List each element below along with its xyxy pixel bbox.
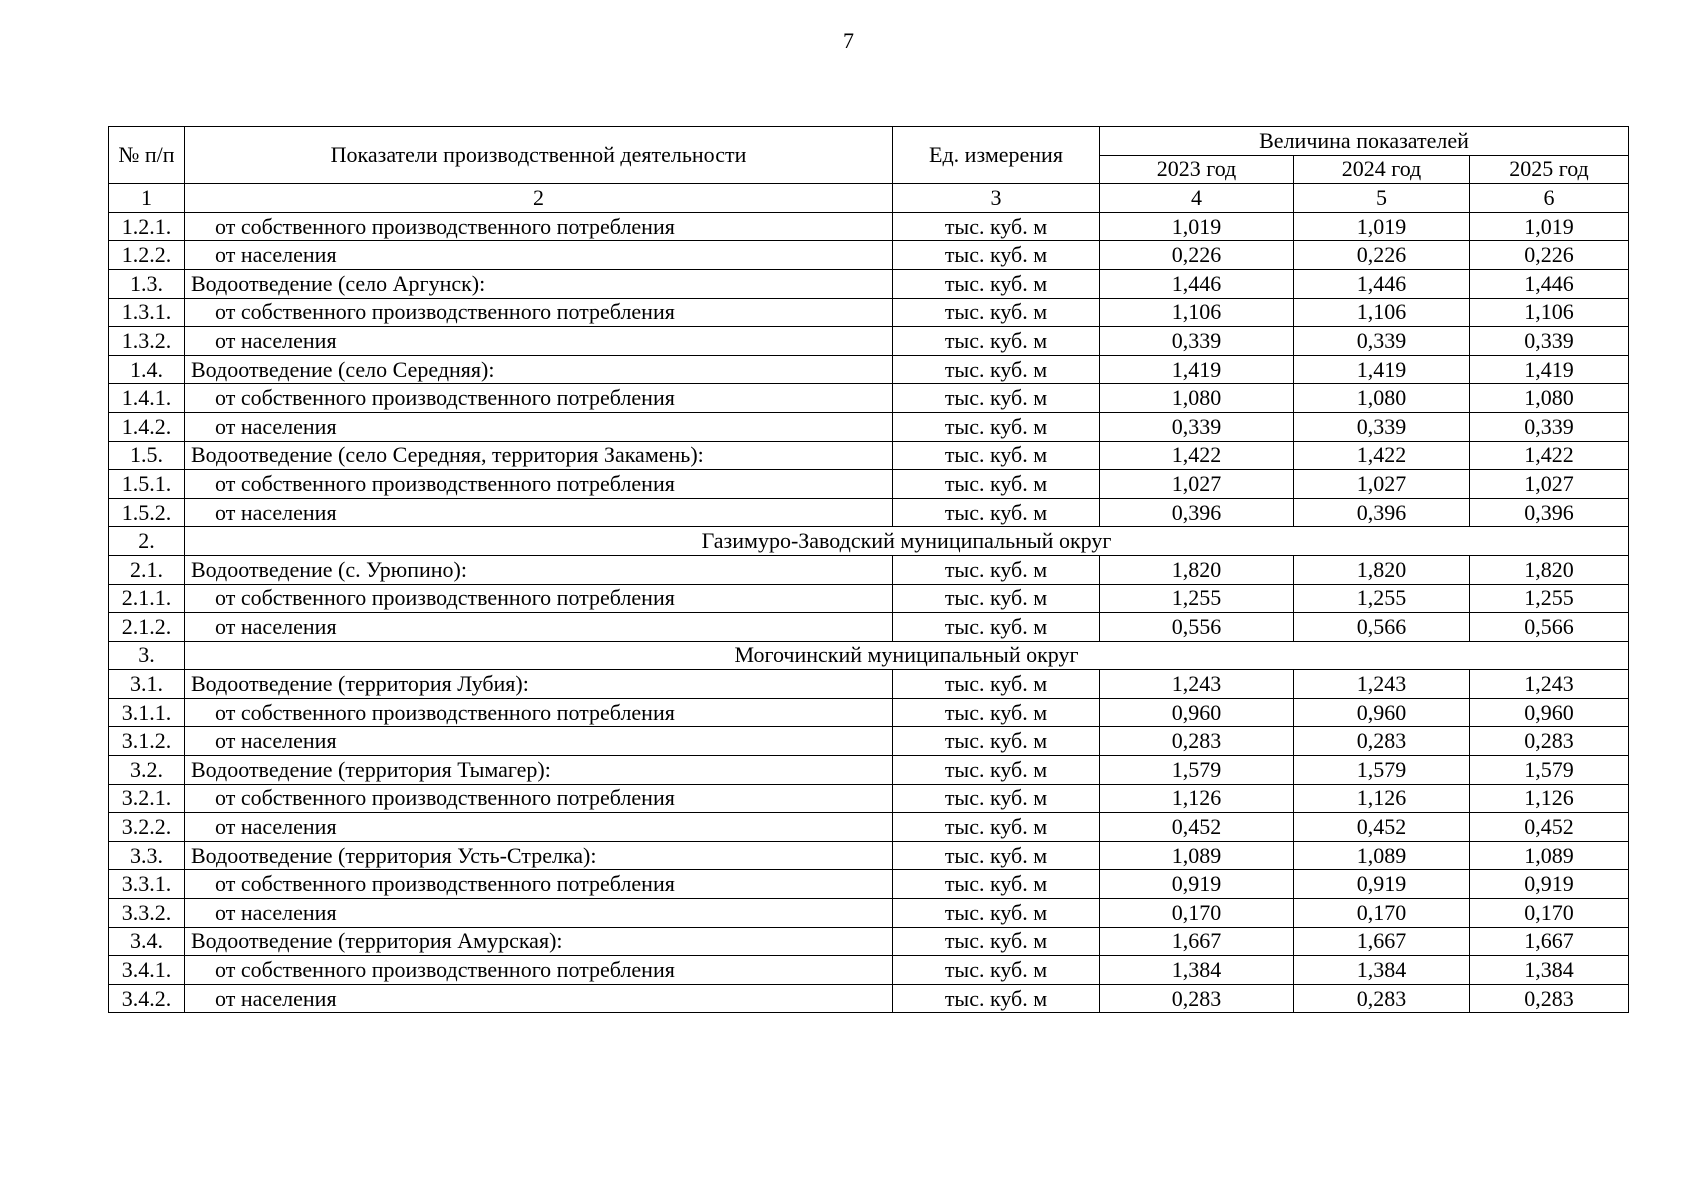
value-2024: 0,339 bbox=[1294, 412, 1470, 441]
value-2025: 1,667 bbox=[1470, 927, 1629, 956]
column-number: 1 bbox=[109, 184, 185, 213]
table-row bbox=[109, 613, 1629, 642]
value-2025: 1,820 bbox=[1470, 555, 1629, 584]
unit-cell: тыс. куб. м bbox=[893, 698, 1100, 727]
value-2023: 1,820 bbox=[1100, 555, 1294, 584]
header-unit: Ед. измерения bbox=[893, 127, 1100, 184]
value-2023: 1,019 bbox=[1100, 212, 1294, 241]
value-2025: 0,283 bbox=[1470, 727, 1629, 756]
indicator-name: Водоотведение (село Середняя): bbox=[185, 355, 893, 384]
value-2024: 0,283 bbox=[1294, 984, 1470, 1013]
indicator-name: от собственного производственного потребления bbox=[185, 384, 893, 413]
value-2023: 1,446 bbox=[1100, 269, 1294, 298]
indicator-name: от собственного производственного потребления bbox=[185, 956, 893, 985]
value-2024: 1,422 bbox=[1294, 441, 1470, 470]
header-year-2024: 2024 год bbox=[1294, 155, 1470, 184]
row-number: 1.3.2. bbox=[109, 327, 185, 356]
indicator-name: Водоотведение (с. Урюпино): bbox=[185, 555, 893, 584]
value-2023: 1,422 bbox=[1100, 441, 1294, 470]
row-number: 2.1.2. bbox=[109, 613, 185, 642]
row-number: 1.4.2. bbox=[109, 412, 185, 441]
indicator-name: от собственного производственного потребления bbox=[185, 698, 893, 727]
header-indicator: Показатели производственной деятельности bbox=[185, 127, 893, 184]
row-number: 1.2.1. bbox=[109, 212, 185, 241]
value-2023: 1,419 bbox=[1100, 355, 1294, 384]
value-2023: 1,027 bbox=[1100, 470, 1294, 499]
table-row bbox=[109, 670, 1629, 699]
row-number: 3.4.1. bbox=[109, 956, 185, 985]
value-2023: 1,255 bbox=[1100, 584, 1294, 613]
section-title: Газимуро-Заводский муниципальный округ bbox=[185, 527, 1629, 556]
row-number: 2.1. bbox=[109, 555, 185, 584]
row-number: 3.2. bbox=[109, 756, 185, 785]
table-row bbox=[109, 355, 1629, 384]
value-2025: 1,419 bbox=[1470, 355, 1629, 384]
indicator-name: от населения bbox=[185, 412, 893, 441]
table-row bbox=[109, 927, 1629, 956]
unit-cell: тыс. куб. м bbox=[893, 670, 1100, 699]
value-2024: 1,820 bbox=[1294, 555, 1470, 584]
header-num: № п/п bbox=[109, 127, 185, 184]
column-number-row bbox=[109, 184, 1629, 213]
table-row bbox=[109, 841, 1629, 870]
value-2024: 0,170 bbox=[1294, 899, 1470, 928]
table-row bbox=[109, 498, 1629, 527]
indicator-name: Водоотведение (территория Лубия): bbox=[185, 670, 893, 699]
table-row bbox=[109, 241, 1629, 270]
page-number: 7 bbox=[843, 28, 854, 53]
value-2025: 0,339 bbox=[1470, 412, 1629, 441]
indicator-name: от населения bbox=[185, 498, 893, 527]
table-row bbox=[109, 212, 1629, 241]
row-number: 3.3.1. bbox=[109, 870, 185, 899]
value-2024: 0,566 bbox=[1294, 613, 1470, 642]
table-row bbox=[109, 813, 1629, 842]
table-row bbox=[109, 384, 1629, 413]
indicator-name: от собственного производственного потребления bbox=[185, 584, 893, 613]
value-2023: 0,170 bbox=[1100, 899, 1294, 928]
table-row bbox=[109, 870, 1629, 899]
row-number: 1.2.2. bbox=[109, 241, 185, 270]
unit-cell: тыс. куб. м bbox=[893, 956, 1100, 985]
value-2024: 1,080 bbox=[1294, 384, 1470, 413]
value-2025: 1,089 bbox=[1470, 841, 1629, 870]
value-2023: 1,667 bbox=[1100, 927, 1294, 956]
row-number: 2.1.1. bbox=[109, 584, 185, 613]
indicator-name: от населения bbox=[185, 613, 893, 642]
value-2023: 0,339 bbox=[1100, 327, 1294, 356]
value-2023: 0,226 bbox=[1100, 241, 1294, 270]
column-number: 4 bbox=[1100, 184, 1294, 213]
indicator-name: Водоотведение (территория Амурская): bbox=[185, 927, 893, 956]
value-2024: 1,243 bbox=[1294, 670, 1470, 699]
indicator-name: от населения bbox=[185, 899, 893, 928]
value-2024: 0,396 bbox=[1294, 498, 1470, 527]
unit-cell: тыс. куб. м bbox=[893, 470, 1100, 499]
indicator-name: от собственного производственного потребления bbox=[185, 298, 893, 327]
table-row bbox=[109, 727, 1629, 756]
value-2023: 0,960 bbox=[1100, 698, 1294, 727]
value-2025: 0,226 bbox=[1470, 241, 1629, 270]
value-2024: 1,419 bbox=[1294, 355, 1470, 384]
unit-cell: тыс. куб. м bbox=[893, 355, 1100, 384]
row-number: 3. bbox=[109, 641, 185, 670]
unit-cell: тыс. куб. м bbox=[893, 984, 1100, 1013]
table-row bbox=[109, 555, 1629, 584]
indicator-name: Водоотведение (село Аргунск): bbox=[185, 269, 893, 298]
table-row bbox=[109, 298, 1629, 327]
unit-cell: тыс. куб. м bbox=[893, 927, 1100, 956]
value-2024: 0,226 bbox=[1294, 241, 1470, 270]
indicator-name: Водоотведение (территория Усть-Стрелка): bbox=[185, 841, 893, 870]
value-2025: 1,422 bbox=[1470, 441, 1629, 470]
row-number: 3.3. bbox=[109, 841, 185, 870]
value-2024: 0,919 bbox=[1294, 870, 1470, 899]
section-row bbox=[109, 527, 1629, 556]
unit-cell: тыс. куб. м bbox=[893, 870, 1100, 899]
header-year-2025: 2025 год bbox=[1470, 155, 1629, 184]
table-row bbox=[109, 756, 1629, 785]
value-2023: 0,452 bbox=[1100, 813, 1294, 842]
row-number: 1.5. bbox=[109, 441, 185, 470]
table-row bbox=[109, 984, 1629, 1013]
unit-cell: тыс. куб. м bbox=[893, 441, 1100, 470]
table-header bbox=[109, 127, 1629, 184]
value-2024: 0,339 bbox=[1294, 327, 1470, 356]
value-2023: 1,089 bbox=[1100, 841, 1294, 870]
table-row bbox=[109, 470, 1629, 499]
value-2025: 0,960 bbox=[1470, 698, 1629, 727]
value-2024: 1,667 bbox=[1294, 927, 1470, 956]
row-number: 1.4.1. bbox=[109, 384, 185, 413]
row-number: 1.3.1. bbox=[109, 298, 185, 327]
header-values: Величина показателей bbox=[1100, 127, 1629, 156]
value-2025: 1,255 bbox=[1470, 584, 1629, 613]
value-2025: 1,126 bbox=[1470, 784, 1629, 813]
header-year-2023: 2023 год bbox=[1100, 155, 1294, 184]
value-2024: 1,106 bbox=[1294, 298, 1470, 327]
unit-cell: тыс. куб. м bbox=[893, 784, 1100, 813]
unit-cell: тыс. куб. м bbox=[893, 899, 1100, 928]
indicator-name: Водоотведение (территория Тымагер): bbox=[185, 756, 893, 785]
value-2024: 1,579 bbox=[1294, 756, 1470, 785]
value-2025: 0,170 bbox=[1470, 899, 1629, 928]
unit-cell: тыс. куб. м bbox=[893, 584, 1100, 613]
value-2023: 0,339 bbox=[1100, 412, 1294, 441]
value-2023: 0,396 bbox=[1100, 498, 1294, 527]
row-number: 3.1.2. bbox=[109, 727, 185, 756]
value-2023: 1,106 bbox=[1100, 298, 1294, 327]
indicators-table bbox=[108, 126, 1629, 1013]
value-2023: 1,080 bbox=[1100, 384, 1294, 413]
unit-cell: тыс. куб. м bbox=[893, 384, 1100, 413]
value-2025: 1,106 bbox=[1470, 298, 1629, 327]
unit-cell: тыс. куб. м bbox=[893, 498, 1100, 527]
table-row bbox=[109, 412, 1629, 441]
unit-cell: тыс. куб. м bbox=[893, 241, 1100, 270]
value-2023: 1,126 bbox=[1100, 784, 1294, 813]
table-row bbox=[109, 698, 1629, 727]
indicator-name: от населения bbox=[185, 813, 893, 842]
section-title: Могочинский муниципальный округ bbox=[185, 641, 1629, 670]
column-number: 5 bbox=[1294, 184, 1470, 213]
indicator-name: от населения bbox=[185, 241, 893, 270]
value-2025: 0,452 bbox=[1470, 813, 1629, 842]
value-2024: 1,027 bbox=[1294, 470, 1470, 499]
value-2023: 0,283 bbox=[1100, 727, 1294, 756]
table-row bbox=[109, 784, 1629, 813]
row-number: 3.4.2. bbox=[109, 984, 185, 1013]
value-2025: 1,019 bbox=[1470, 212, 1629, 241]
row-number: 3.2.2. bbox=[109, 813, 185, 842]
column-number: 6 bbox=[1470, 184, 1629, 213]
value-2025: 1,027 bbox=[1470, 470, 1629, 499]
indicator-name: от населения bbox=[185, 984, 893, 1013]
value-2024: 1,384 bbox=[1294, 956, 1470, 985]
value-2024: 0,452 bbox=[1294, 813, 1470, 842]
indicator-name: от населения bbox=[185, 327, 893, 356]
table-body bbox=[109, 184, 1629, 1013]
column-number: 2 bbox=[185, 184, 893, 213]
row-number: 3.1. bbox=[109, 670, 185, 699]
table-row bbox=[109, 584, 1629, 613]
value-2024: 1,446 bbox=[1294, 269, 1470, 298]
row-number: 3.4. bbox=[109, 927, 185, 956]
value-2024: 1,089 bbox=[1294, 841, 1470, 870]
table-row bbox=[109, 327, 1629, 356]
value-2025: 0,566 bbox=[1470, 613, 1629, 642]
unit-cell: тыс. куб. м bbox=[893, 613, 1100, 642]
indicator-name: от собственного производственного потребления bbox=[185, 784, 893, 813]
indicator-name: от собственного производственного потребления bbox=[185, 870, 893, 899]
table-row bbox=[109, 269, 1629, 298]
row-number: 3.3.2. bbox=[109, 899, 185, 928]
value-2023: 0,919 bbox=[1100, 870, 1294, 899]
row-number: 1.5.2. bbox=[109, 498, 185, 527]
unit-cell: тыс. куб. м bbox=[893, 327, 1100, 356]
indicator-name: от собственного производственного потребления bbox=[185, 470, 893, 499]
indicator-name: от собственного производственного потребления bbox=[185, 212, 893, 241]
unit-cell: тыс. куб. м bbox=[893, 269, 1100, 298]
indicator-name: от населения bbox=[185, 727, 893, 756]
value-2025: 1,080 bbox=[1470, 384, 1629, 413]
value-2025: 0,919 bbox=[1470, 870, 1629, 899]
column-number: 3 bbox=[893, 184, 1100, 213]
value-2023: 1,243 bbox=[1100, 670, 1294, 699]
table-row bbox=[109, 899, 1629, 928]
section-row bbox=[109, 641, 1629, 670]
value-2025: 1,579 bbox=[1470, 756, 1629, 785]
row-number: 1.5.1. bbox=[109, 470, 185, 499]
row-number: 1.4. bbox=[109, 355, 185, 384]
row-number: 2. bbox=[109, 527, 185, 556]
table-row bbox=[109, 956, 1629, 985]
value-2025: 1,243 bbox=[1470, 670, 1629, 699]
value-2024: 1,255 bbox=[1294, 584, 1470, 613]
table-row bbox=[109, 441, 1629, 470]
row-number: 3.1.1. bbox=[109, 698, 185, 727]
value-2025: 0,396 bbox=[1470, 498, 1629, 527]
value-2025: 0,339 bbox=[1470, 327, 1629, 356]
indicator-name: Водоотведение (село Середняя, территория Закамень): bbox=[185, 441, 893, 470]
value-2024: 1,019 bbox=[1294, 212, 1470, 241]
unit-cell: тыс. куб. м bbox=[893, 212, 1100, 241]
value-2023: 1,579 bbox=[1100, 756, 1294, 785]
unit-cell: тыс. куб. м bbox=[893, 412, 1100, 441]
value-2023: 1,384 bbox=[1100, 956, 1294, 985]
unit-cell: тыс. куб. м bbox=[893, 841, 1100, 870]
unit-cell: тыс. куб. м bbox=[893, 813, 1100, 842]
unit-cell: тыс. куб. м bbox=[893, 555, 1100, 584]
value-2023: 0,556 bbox=[1100, 613, 1294, 642]
unit-cell: тыс. куб. м bbox=[893, 298, 1100, 327]
value-2024: 1,126 bbox=[1294, 784, 1470, 813]
value-2024: 0,960 bbox=[1294, 698, 1470, 727]
unit-cell: тыс. куб. м bbox=[893, 756, 1100, 785]
unit-cell: тыс. куб. м bbox=[893, 727, 1100, 756]
row-number: 1.3. bbox=[109, 269, 185, 298]
value-2025: 1,446 bbox=[1470, 269, 1629, 298]
row-number: 3.2.1. bbox=[109, 784, 185, 813]
value-2025: 0,283 bbox=[1470, 984, 1629, 1013]
value-2025: 1,384 bbox=[1470, 956, 1629, 985]
value-2024: 0,283 bbox=[1294, 727, 1470, 756]
value-2023: 0,283 bbox=[1100, 984, 1294, 1013]
